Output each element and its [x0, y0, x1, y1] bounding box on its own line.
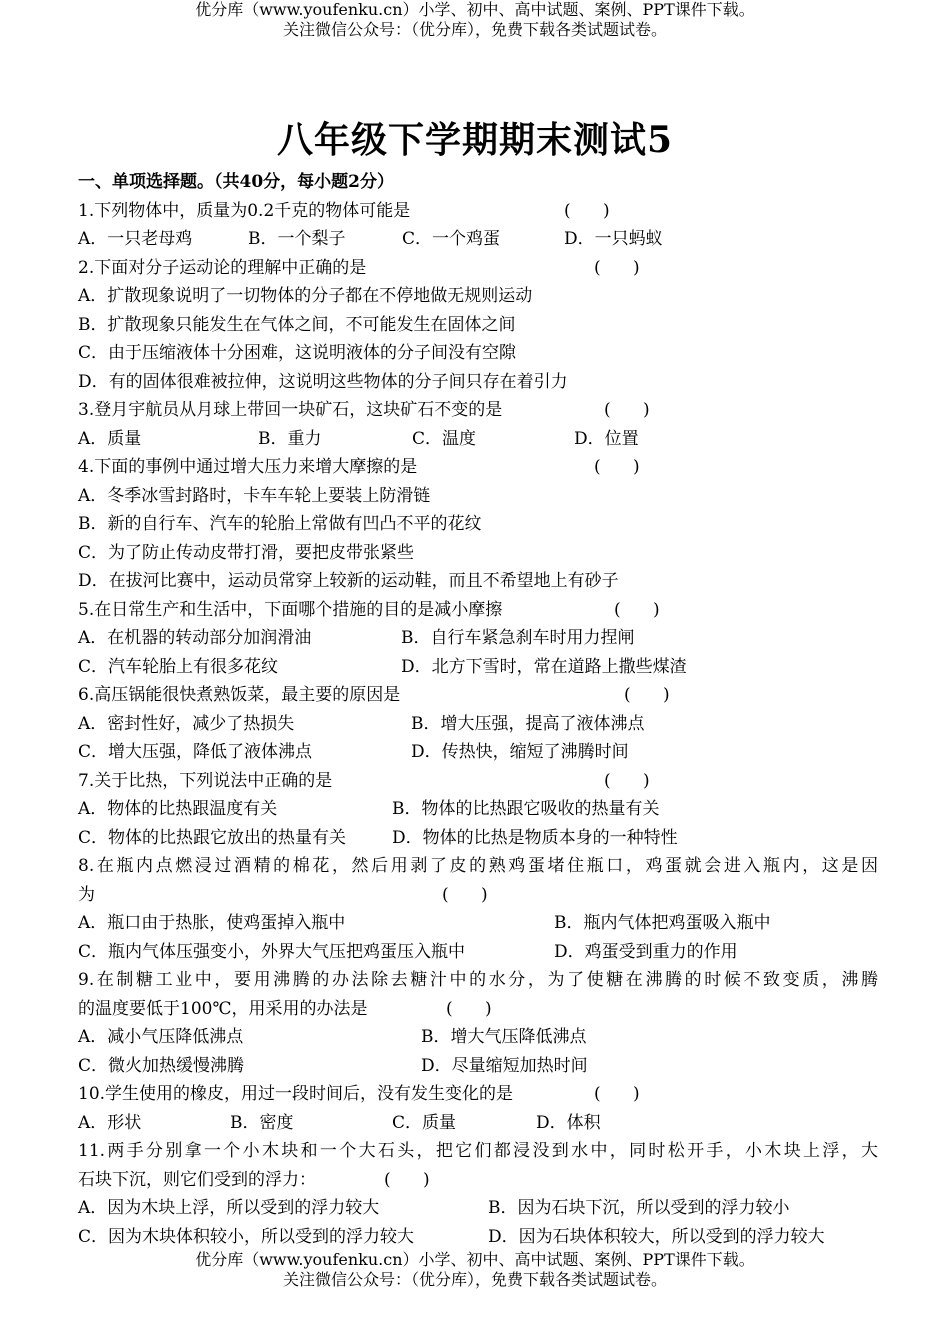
option-a: A．形状	[78, 1112, 142, 1133]
question-10-options	[78, 1109, 878, 1138]
option-d: D．因为石块体积较大，所以受到的浮力较大	[488, 1226, 825, 1247]
question-5-options-ab	[78, 624, 878, 653]
answer-bracket: ( )	[594, 1084, 640, 1104]
page-header	[0, 0, 950, 40]
option-b: B．重力	[258, 428, 322, 449]
question-9-stem-line-2	[78, 995, 878, 1024]
question-3-stem	[78, 396, 878, 425]
question-2-stem	[78, 254, 878, 283]
section-heading: 一、单项选择题。（共40分，每小题2分）	[78, 172, 394, 192]
question-8-options-cd	[78, 938, 878, 967]
question-9-stem-line-1: 9.在制糖工业中，要用沸腾的办法除去糖汁中的水分，为了使糖在沸腾的时候不致变质，沸腾	[78, 970, 878, 990]
question-4-option-c: C．为了防止传动皮带打滑，要把皮带张紧些	[78, 542, 415, 563]
question-stem-text: 为	[78, 884, 95, 905]
question-2-option-c: C．由于压缩液体十分困难，这说明液体的分子间没有空隙	[78, 343, 517, 363]
question-stem-text: 3.登月宇航员从月球上带回一块矿石，这块矿石不变的是	[78, 400, 503, 420]
question-stem-text: 10.学生使用的橡皮，用过一段时间后，没有发生变化的是	[78, 1084, 514, 1104]
question-stem-text: 5.在日常生产和生活中，下面哪个措施的目的是减小摩擦	[78, 599, 503, 620]
question-7-options-ab	[78, 795, 878, 824]
option-c: C．一个鸡蛋	[402, 229, 501, 249]
option-b: B．增大压强，提高了液体沸点	[411, 713, 645, 734]
question-11-options-cd	[78, 1223, 878, 1252]
answer-bracket: ( )	[594, 457, 640, 477]
option-c: C．增大压强，降低了液体沸点	[78, 742, 313, 762]
footer-line-2: 关注微信公众号：（优分库），免费下载各类试题试卷。	[282, 1270, 667, 1289]
exam-content	[78, 168, 878, 1251]
question-11-options-ab	[78, 1194, 878, 1223]
answer-bracket: ( )	[442, 884, 488, 905]
question-2-option-d: D．有的固体很难被拉伸，这说明这些物体的分子间只存在着引力	[78, 371, 568, 392]
question-4-option-a: A．冬季冰雪封路时，卡车车轮上要装上防滑链	[78, 485, 431, 506]
option-a: A．密封性好，减少了热损失	[78, 713, 295, 734]
question-5-stem	[78, 596, 878, 625]
option-a: A．一只老母鸡	[78, 229, 193, 249]
question-8-stem-line-1: 8.在瓶内点燃浸过酒精的棉花，然后用剥了皮的熟鸡蛋堵住瓶口，鸡蛋就会进入瓶内，这是因	[78, 856, 878, 876]
question-stem-text: 4.下面的事例中通过增大压力来增大摩擦的是	[78, 457, 418, 477]
option-a: A．物体的比热跟温度有关	[78, 799, 278, 819]
answer-bracket: ( )	[384, 1169, 430, 1190]
option-b: B．一个梨子	[248, 229, 346, 249]
question-2-option-b: B．扩散现象只能发生在气体之间，不可能发生在固体之间	[78, 314, 516, 335]
option-c: C．微火加热缓慢沸腾	[78, 1055, 245, 1076]
question-stem-text: 7.关于比热，下列说法中正确的是	[78, 770, 333, 791]
option-d: D．一只蚂蚁	[564, 229, 663, 249]
option-b: B．增大气压降低沸点	[421, 1027, 587, 1047]
option-d: D．鸡蛋受到重力的作用	[554, 941, 738, 962]
option-a: A．因为木块上浮，所以受到的浮力较大	[78, 1198, 380, 1218]
answer-bracket: ( )	[594, 257, 640, 278]
question-stem-text: 1.下列物体中，质量为0.2千克的物体可能是	[78, 200, 411, 221]
question-11-stem-line-2	[78, 1166, 878, 1195]
option-b: B．自行车紧急刹车时用力捏闸	[401, 628, 635, 648]
question-4-stem	[78, 453, 878, 482]
option-b: B．因为石块下沉，所以受到的浮力较小	[488, 1198, 790, 1218]
question-10-stem	[78, 1080, 878, 1109]
question-4-option-d: D．在拔河比赛中，运动员常穿上较新的运动鞋，而且不希望地上有砂子	[78, 571, 619, 591]
question-8-options-ab	[78, 909, 878, 938]
question-7-stem	[78, 767, 878, 796]
question-stem-text: 6.高压锅能很快煮熟饭菜，最主要的原因是	[78, 685, 401, 705]
answer-bracket: ( )	[446, 998, 492, 1019]
option-a: A．质量	[78, 428, 142, 449]
option-d: D．体积	[536, 1112, 601, 1133]
header-line-2: 关注微信公众号：（优分库），免费下载各类试题试卷。	[282, 20, 667, 39]
option-c: C．瓶内气体压强变小，外界大气压把鸡蛋压入瓶中	[78, 941, 466, 962]
option-c: C．温度	[412, 428, 477, 449]
header-line-1: 优分库（www.youfenku.cn）小学、初中、高中试题、案例、PPT课件下载。	[195, 0, 755, 19]
option-c: C．物体的比热跟它放出的热量有关	[78, 827, 347, 848]
answer-bracket: ( )	[604, 400, 650, 420]
question-2-option-a: A．扩散现象说明了一切物体的分子都在不停地做无规则运动	[78, 286, 533, 306]
option-d: D．北方下雪时，常在道路上撒些煤渣	[401, 656, 687, 677]
page-footer	[0, 1250, 950, 1290]
question-stem-text: 石块下沉，则它们受到的浮力：	[78, 1169, 316, 1190]
question-1-options	[78, 225, 878, 254]
question-3-options	[78, 425, 878, 454]
question-stem-text: 的温度要低于100℃，用采用的办法是	[78, 998, 368, 1019]
question-11-stem-line-1: 11.两手分别拿一个小木块和一个大石头，把它们都浸没到水中，同时松开手，小木块上浮，大	[78, 1141, 878, 1161]
option-d: D．传热快，缩短了沸腾时间	[411, 742, 629, 762]
footer-line-1: 优分库（www.youfenku.cn）小学、初中、高中试题、案例、PPT课件下载。	[195, 1250, 755, 1269]
question-6-stem	[78, 681, 878, 710]
option-c: C．因为木块体积较小，所以受到的浮力较大	[78, 1226, 415, 1247]
answer-bracket: ( )	[604, 770, 650, 791]
option-b: B．密度	[230, 1112, 294, 1133]
question-5-options-cd	[78, 653, 878, 682]
option-b: B．物体的比热跟它吸收的热量有关	[392, 799, 660, 819]
question-7-options-cd	[78, 824, 878, 853]
option-a: A．在机器的转动部分加润滑油	[78, 628, 312, 648]
option-c: C．汽车轮胎上有很多花纹	[78, 656, 279, 677]
option-c: C．质量	[392, 1112, 457, 1133]
answer-bracket: ( )	[614, 599, 660, 620]
option-a: A．瓶口由于热胀，使鸡蛋掉入瓶中	[78, 913, 346, 933]
option-d: D．尽量缩短加热时间	[421, 1055, 588, 1076]
question-stem-text: 2.下面对分子运动论的理解中正确的是	[78, 257, 367, 278]
question-6-options-cd	[78, 738, 878, 767]
page-title: 八年级下学期期末测试5	[276, 119, 674, 161]
answer-bracket: ( )	[564, 200, 610, 221]
option-d: D．位置	[574, 428, 639, 449]
question-6-options-ab	[78, 710, 878, 739]
question-9-options-cd	[78, 1052, 878, 1081]
question-9-options-ab	[78, 1023, 878, 1052]
option-d: D．物体的比热是物质本身的一种特性	[392, 827, 678, 848]
question-4-option-b: B．新的自行车、汽车的轮胎上常做有凹凸不平的花纹	[78, 514, 482, 534]
question-8-stem-line-2	[78, 881, 878, 910]
option-a: A．减小气压降低沸点	[78, 1027, 244, 1047]
option-b: B．瓶内气体把鸡蛋吸入瓶中	[554, 913, 771, 933]
answer-bracket: ( )	[624, 685, 670, 705]
question-1-stem	[78, 197, 878, 226]
